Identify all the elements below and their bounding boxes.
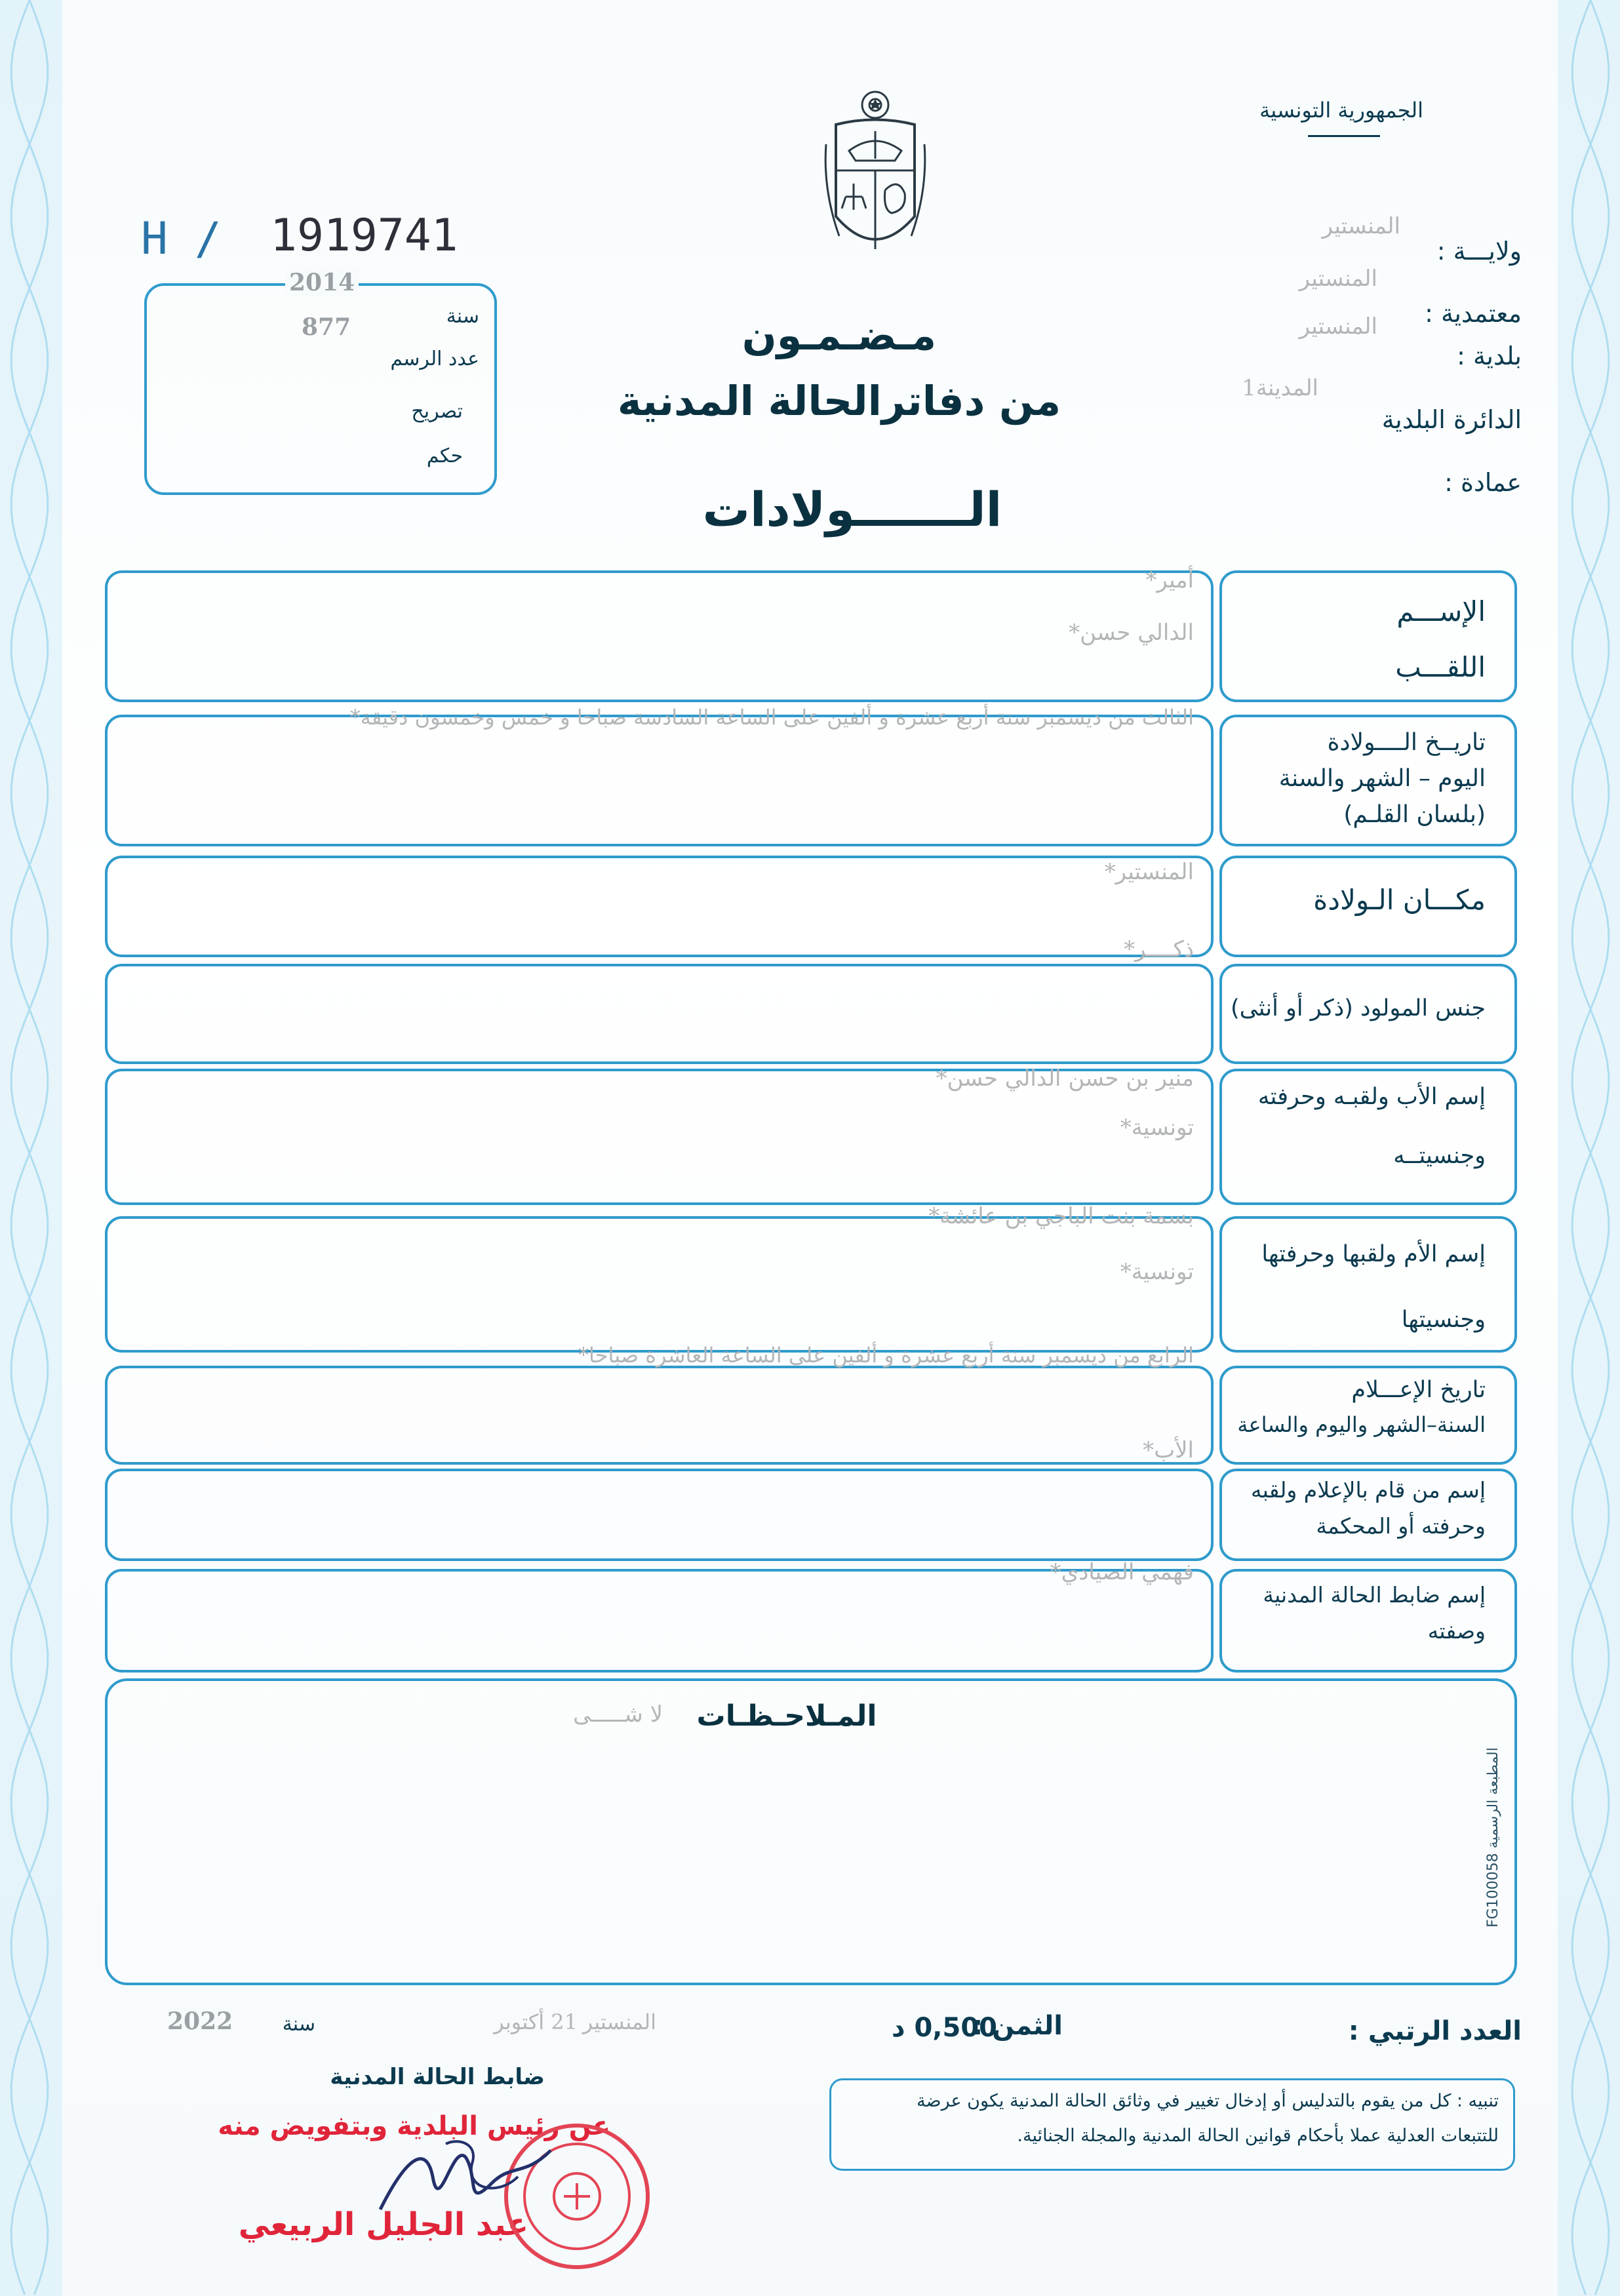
remarks-value: لا شـــــى — [573, 1701, 663, 1728]
declarant-value-box — [105, 1469, 1214, 1561]
mother-label: إسم الأم ولقبها وحرفتها — [1261, 1241, 1486, 1267]
declaration-date-label-2: السنة–الشهر واليوم والساعة — [1237, 1412, 1486, 1437]
serial-prefix: H / — [141, 213, 222, 265]
governorate-value: المنستير — [1322, 213, 1400, 239]
officer-label-2: وصفته — [1427, 1618, 1486, 1644]
registration-number-value: 877 — [302, 313, 351, 341]
sex-label: جنس المولود (ذكر أو أنثى) — [1230, 995, 1486, 1021]
surname-label: اللقـــب — [1395, 651, 1486, 683]
remarks-label: المـلاحـظـات — [696, 1699, 877, 1733]
declaration-date-value: الرابع من ديسمبر سنة أربع عشرة و ألفين على الساعة العاشرة صباحا* — [578, 1343, 1194, 1368]
last-name-value: الدالي حسن* — [1069, 620, 1194, 646]
issue-year: 2022 — [167, 2008, 233, 2035]
sex-value-box — [105, 964, 1214, 1064]
serial-number: 1919741 — [270, 210, 458, 262]
birth-place-value: المنستير* — [1104, 859, 1194, 885]
republic-name: الجمهورية التونسية — [1259, 98, 1423, 123]
father-label-2: وجنسيتــه — [1393, 1143, 1486, 1169]
municipality-value: المنستير — [1299, 313, 1377, 340]
declaration-date-value-box — [105, 1366, 1214, 1465]
first-name-value: أمير* — [1145, 567, 1194, 593]
declaration-date-label: تاريخ الإعـــلام — [1351, 1377, 1486, 1403]
father-label: إسم الأب ولقبـه وحرفته — [1257, 1084, 1486, 1110]
name-value-box — [105, 570, 1214, 702]
district-value: المدينة1 — [1242, 375, 1318, 401]
title-content: مـضـمـون — [741, 311, 937, 359]
declaration-label: تصريح — [411, 400, 463, 423]
birth-place-label: مكـــان الـولادة — [1313, 884, 1486, 916]
birth-place-value-box — [105, 856, 1214, 957]
declarant-label-2: وحرفته أو المحكمة — [1316, 1513, 1486, 1539]
tunisia-emblem-icon — [823, 85, 928, 275]
birth-date-value: الثالث من ديسمبر سنة أربع عشرة و ألفين على الساعة السادسة صباحا و خمس وخمسون دقيقة* — [349, 705, 1194, 730]
registration-year-value: 2014 — [285, 269, 359, 296]
delegation-value: المنستير — [1299, 266, 1377, 292]
birth-date-label: تاريــخ الــــولادة — [1327, 729, 1486, 756]
delegation-label: معتمدية : — [1425, 299, 1522, 328]
printer-code: المطبعة الرسمية FG100058 — [1485, 1747, 1501, 1928]
price-value: 0,500 د — [892, 2013, 997, 2043]
mother-value-box — [105, 1216, 1214, 1353]
officer-value-box — [105, 1569, 1214, 1673]
birth-date-label-2: اليوم – الشهر والسنة — [1278, 765, 1486, 792]
declarant-label: إسم من قام بالإعلام ولقبه — [1250, 1477, 1486, 1503]
stamp-authority-text: عن رئيس البلدية وبتفويض منه — [218, 2111, 610, 2141]
father-name-value: منير بن حسن الدالي حسن* — [936, 1065, 1194, 1092]
stamp-officer-name: عبد الجليل الربيعي — [238, 2206, 528, 2243]
serial-label: العدد الرتبي : — [1348, 2016, 1522, 2046]
issue-date: 21 أكتوبر — [494, 2009, 578, 2034]
birth-date-value-box — [105, 715, 1214, 846]
registration-number-label: عدد الرسم — [390, 347, 479, 370]
officer-title: ضابط الحالة المدنية — [330, 2064, 545, 2090]
year-label: سنة — [282, 2013, 315, 2036]
notice-text: تنبيه : كل من يقوم بالتدليس أو إدخال تغيير في وثائق الحالة المدنية يكون عرضة — [917, 2091, 1499, 2111]
issue-place: المنستير — [582, 2009, 656, 2034]
municipality-label: بلدية : — [1457, 342, 1522, 370]
notice-text-2: للتتبعات العدلية عملا بأحكام قوانين الحالة المدنية والمجلة الجنائية. — [1017, 2126, 1499, 2146]
father-nationality-value: تونسية* — [1120, 1115, 1194, 1141]
declarant-value: الأب* — [1143, 1437, 1194, 1463]
price-label: الثمن : — [972, 2011, 1063, 2041]
sector-label: عمادة : — [1444, 468, 1522, 497]
mother-name-value: بسمة بنت الباجي بن عائشة* — [928, 1203, 1194, 1229]
registration-year-label: سنة — [446, 305, 479, 328]
title-births: الـــــــولادات — [702, 482, 1002, 537]
mother-label-2: وجنسيتها — [1401, 1307, 1486, 1333]
district-label: الدائرة البلدية — [1381, 405, 1522, 434]
officer-value: فهمي الصيادي* — [1050, 1559, 1194, 1585]
judgment-label: حكم — [426, 445, 463, 467]
title-registers: من دفاترالحالة المدنية — [617, 377, 1061, 425]
birth-date-label-3: (بلسان القلـم) — [1343, 801, 1486, 828]
sex-value: ذكــــر* — [1124, 936, 1194, 962]
governorate-label: ولايـــة : — [1436, 237, 1522, 266]
mother-nationality-value: تونسية* — [1120, 1259, 1194, 1285]
officer-label: إسم ضابط الحالة المدنية — [1263, 1582, 1486, 1608]
republic-underline — [1308, 135, 1380, 137]
handwritten-signature-icon — [367, 2118, 564, 2236]
name-label: الإســـم — [1396, 595, 1486, 627]
